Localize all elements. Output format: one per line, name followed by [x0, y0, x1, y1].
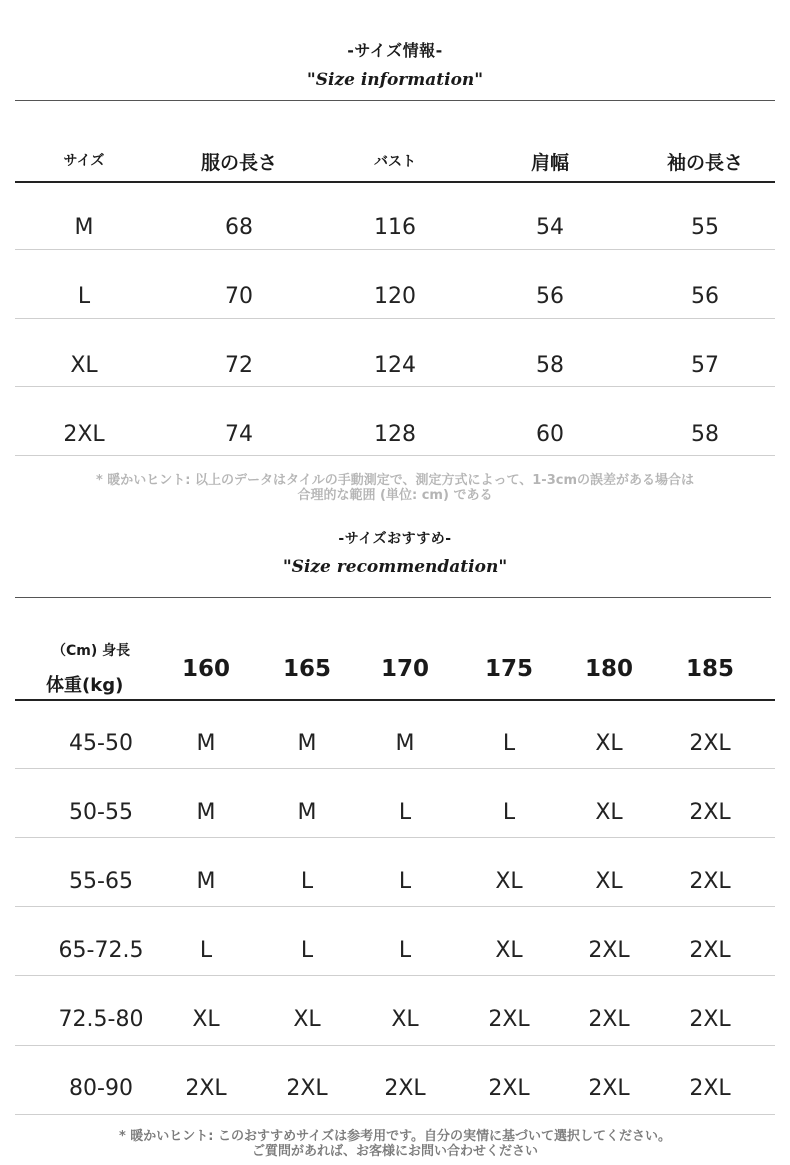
- size-info-title: -サイズ情報-: [347, 41, 443, 60]
- cell-length: 74: [225, 422, 253, 447]
- cell-size: M: [297, 800, 317, 825]
- cell-size: XL: [293, 1007, 321, 1032]
- cell-shoulder: 54: [536, 215, 564, 240]
- weight-range: 55-65: [69, 869, 133, 894]
- header-rule: [15, 181, 775, 183]
- weight-range: 65-72.5: [58, 938, 144, 963]
- row-divider: [15, 318, 775, 319]
- cell-size: XL: [495, 938, 523, 963]
- cell-size: L: [398, 938, 412, 963]
- row-divider: [15, 768, 775, 769]
- cell-bust: 120: [374, 284, 416, 309]
- cell-size: L: [77, 284, 91, 309]
- note-line-2: ご質問があれば、お客様にお問い合わせください: [251, 1144, 538, 1159]
- cell-size: 2XL: [689, 1007, 731, 1032]
- cell-size: 2XL: [588, 1076, 630, 1101]
- cell-size: 2XL: [588, 1007, 630, 1032]
- row-divider: [15, 249, 775, 250]
- cell-size: 2XL: [384, 1076, 426, 1101]
- cell-size: XL: [391, 1007, 419, 1032]
- height-165: 165: [282, 656, 332, 682]
- height-185: 185: [685, 656, 735, 682]
- cell-sleeve: 56: [691, 284, 719, 309]
- cell-shoulder: 58: [536, 353, 564, 378]
- cell-size: 2XL: [689, 1076, 731, 1101]
- row-divider: [15, 1114, 775, 1115]
- cell-size: M: [297, 731, 317, 756]
- size-info-subtitle: "Size information": [306, 70, 484, 90]
- note-line-1: * 暖かいヒント: このおすすめサイズは参考用です。自分の実情に基づいて選択してください。: [118, 1129, 672, 1144]
- cell-size: 2XL: [63, 422, 105, 447]
- height-175: 175: [484, 656, 534, 682]
- size-info-divider: [15, 100, 775, 101]
- cell-size: 2XL: [689, 869, 731, 894]
- cell-bust: 116: [374, 215, 416, 240]
- cell-size: XL: [595, 869, 623, 894]
- cell-sleeve: 55: [691, 215, 719, 240]
- row-divider: [15, 906, 775, 907]
- cell-bust: 124: [374, 353, 416, 378]
- cell-size: 2XL: [488, 1076, 530, 1101]
- cell-size: M: [395, 731, 415, 756]
- weight-range: 80-90: [69, 1076, 133, 1101]
- cell-size: 2XL: [488, 1007, 530, 1032]
- cell-size: 2XL: [185, 1076, 227, 1101]
- cell-bust: 128: [374, 422, 416, 447]
- cell-size: 2XL: [689, 731, 731, 756]
- header-length: 服の長さ: [200, 152, 278, 174]
- cell-size: 2XL: [689, 800, 731, 825]
- cell-size: M: [196, 731, 216, 756]
- cell-sleeve: 57: [691, 353, 719, 378]
- cell-size: XL: [192, 1007, 220, 1032]
- cell-size: L: [398, 869, 412, 894]
- header-size: サイズ: [63, 153, 105, 169]
- cell-size: L: [502, 800, 516, 825]
- cell-size: XL: [595, 800, 623, 825]
- cell-length: 68: [225, 215, 253, 240]
- cell-length: 72: [225, 353, 253, 378]
- recommendation-title: -サイズおすすめ-: [338, 531, 452, 547]
- recommendation-divider: [15, 597, 771, 598]
- header-bust: バスト: [374, 154, 416, 170]
- cell-size: L: [199, 938, 213, 963]
- row-divider: [15, 455, 775, 456]
- note-line-1: * 暖かいヒント: 以上のデータはタイルの手動測定で、測定方式によって、1-3cmの誤差がある場合は: [95, 473, 694, 488]
- row-divider: [15, 386, 775, 387]
- weight-range: 50-55: [69, 800, 133, 825]
- cell-shoulder: 60: [536, 422, 564, 447]
- size-info-note: [40, 473, 750, 503]
- cell-shoulder: 56: [536, 284, 564, 309]
- cell-size: 2XL: [286, 1076, 328, 1101]
- row-divider: [15, 975, 775, 976]
- corner-height-label: （Cm) 身長: [52, 643, 131, 659]
- recommendation-subtitle: "Size recommendation": [282, 557, 508, 577]
- cell-size: 2XL: [588, 938, 630, 963]
- header-rule: [15, 699, 775, 701]
- cell-size: L: [398, 800, 412, 825]
- corner-weight-label: 体重(kg): [46, 675, 124, 696]
- cell-size: M: [196, 800, 216, 825]
- cell-size: M: [196, 869, 216, 894]
- cell-size: 2XL: [689, 938, 731, 963]
- cell-length: 70: [225, 284, 253, 309]
- height-170: 170: [380, 656, 430, 682]
- cell-size: XL: [70, 353, 98, 378]
- header-shoulder: 肩幅: [530, 152, 570, 174]
- height-180: 180: [584, 656, 634, 682]
- cell-size: L: [300, 869, 314, 894]
- cell-sleeve: 58: [691, 422, 719, 447]
- cell-size: XL: [595, 731, 623, 756]
- header-sleeve: 袖の長さ: [666, 152, 744, 174]
- cell-size: XL: [495, 869, 523, 894]
- height-160: 160: [181, 656, 231, 682]
- weight-range: 72.5-80: [58, 1007, 144, 1032]
- note-line-2: 合理的な範囲 (単位: cm) である: [297, 488, 493, 503]
- row-divider: [15, 1045, 775, 1046]
- cell-size: L: [502, 731, 516, 756]
- cell-size: L: [300, 938, 314, 963]
- weight-range: 45-50: [69, 731, 133, 756]
- row-divider: [15, 837, 775, 838]
- cell-size: M: [74, 215, 94, 240]
- recommendation-note: [40, 1129, 750, 1159]
